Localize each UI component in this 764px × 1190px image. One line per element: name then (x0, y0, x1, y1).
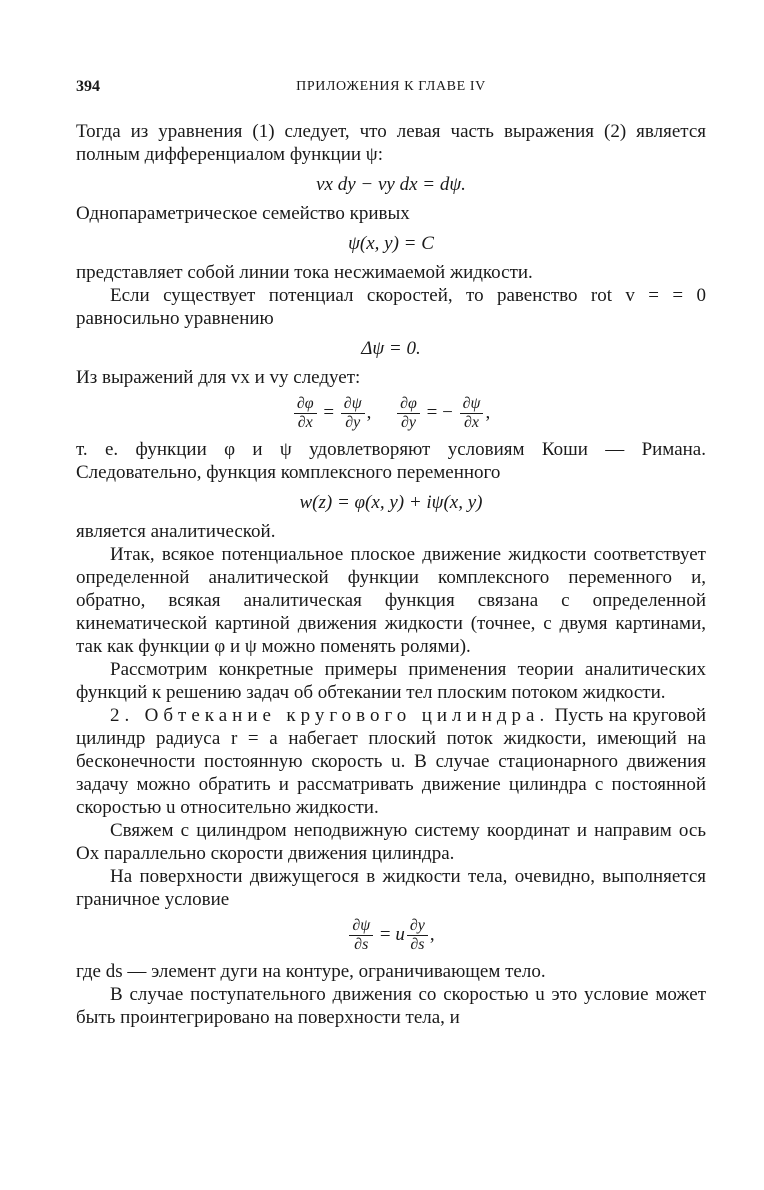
paragraph: где ds — элемент дуги на контуре, ограничивающем тело. (76, 961, 546, 982)
paragraph: является аналитической. (76, 521, 276, 542)
paragraph: На поверхности движущегося в жидкости тела, очевидно, выполняется граничное условие (76, 866, 706, 910)
paragraph: Рассмотрим конкретные примеры применения теории аналитических функций к решению задач об обтекании тел плоским потоком жидкости. (76, 659, 706, 703)
paragraph (76, 704, 706, 819)
fraction-numerator: ∂ψ (460, 395, 484, 414)
formula-cauchy-riemann: $\frac{\partial\varphi}{\partial x}$ = $\frac{\partial\psi}{\partial y}$ , $\frac{\partial\varphi}{\partial y}$ = − $\frac{\partial\psi}{\partial x}$ , (76, 395, 706, 432)
velocity-symbol: u (395, 923, 405, 945)
fraction-numerator: ∂y (407, 917, 428, 936)
paragraph: представляет собой линии тока несжимаемой жидкости. (76, 262, 533, 283)
fraction-numerator: ∂ψ (349, 917, 373, 936)
section-heading: 2. Обтекание кругового цилиндра. (110, 705, 550, 726)
fraction (397, 395, 420, 432)
fraction (294, 395, 317, 432)
fraction (407, 917, 428, 954)
fraction-denominator: ∂y (345, 414, 361, 431)
paragraph: Если существует потенциал скоростей, то равенство rot v = = 0 равносильно уравнению (76, 285, 706, 329)
running-title: ПРИЛОЖЕНИЯ К ГЛАВЕ IV (296, 79, 486, 94)
fraction-numerator: ∂φ (294, 395, 317, 414)
fraction-denominator: ∂x (464, 414, 480, 431)
fraction (460, 395, 484, 432)
paragraph-text: Пусть на круговой цилиндр радиуса r = a набегает плоский поток жидкости, имеющий на бесконечности постоянную скорость u. В случае стационарного движения задачу можно обратить и рассматривать движение цилиндра с постоянной скоростью u относительно жидкости. (76, 705, 706, 818)
page-number: 394 (76, 78, 100, 95)
formula-stream-function-differential: vx dy − vy dx = dψ. (316, 174, 466, 195)
formula-boundary-condition: $\frac{\partial\psi}{\partial s}$ = u $\frac{\partial y}{\partial s}$ , (76, 917, 706, 954)
formula-complex-potential: w(z) = φ(x, y) + iψ(x, y) (299, 492, 483, 513)
fraction-numerator: ∂φ (397, 395, 420, 414)
paragraph: Тогда из уравнения (1) следует, что левая часть выражения (2) является полным дифференциалом функции ψ: (76, 121, 706, 165)
paragraph: В случае поступательного движения со скоростью u это условие может быть проинтегрировано на поверхности тела, и (76, 984, 706, 1028)
page-header (76, 78, 706, 100)
fraction-numerator: ∂ψ (341, 395, 365, 414)
paragraph: Свяжем с цилиндром неподвижную систему координат и направим ось Ox параллельно скорости движения цилиндра. (76, 820, 706, 864)
paragraph: Итак, всякое потенциальное плоское движение жидкости соответствует определенной аналитической функции комплексного переменного и, обратно, всякая аналитическая функция связана с определенной кинематической картиной движения жидкости (точнее, с двумя картинами, так как функции φ и ψ можно поменять ролями). (76, 544, 706, 657)
formula-laplace: Δψ = 0. (361, 338, 421, 359)
formula-streamline-family: ψ(x, y) = C (348, 233, 434, 254)
fraction-denominator: ∂x (297, 414, 313, 431)
fraction-denominator: ∂s (410, 936, 425, 953)
page-content (76, 120, 706, 1029)
fraction-denominator: ∂s (354, 936, 369, 953)
paragraph: Однопараметрическое семейство кривых (76, 203, 410, 224)
fraction (349, 917, 373, 954)
fraction-denominator: ∂y (401, 414, 417, 431)
fraction (341, 395, 365, 432)
paragraph: Из выражений для vx и vy следует: (76, 367, 361, 388)
paragraph: т. е. функции φ и ψ удовлетворяют условиям Коши — Римана. Следовательно, функция комплексного переменного (76, 439, 706, 483)
